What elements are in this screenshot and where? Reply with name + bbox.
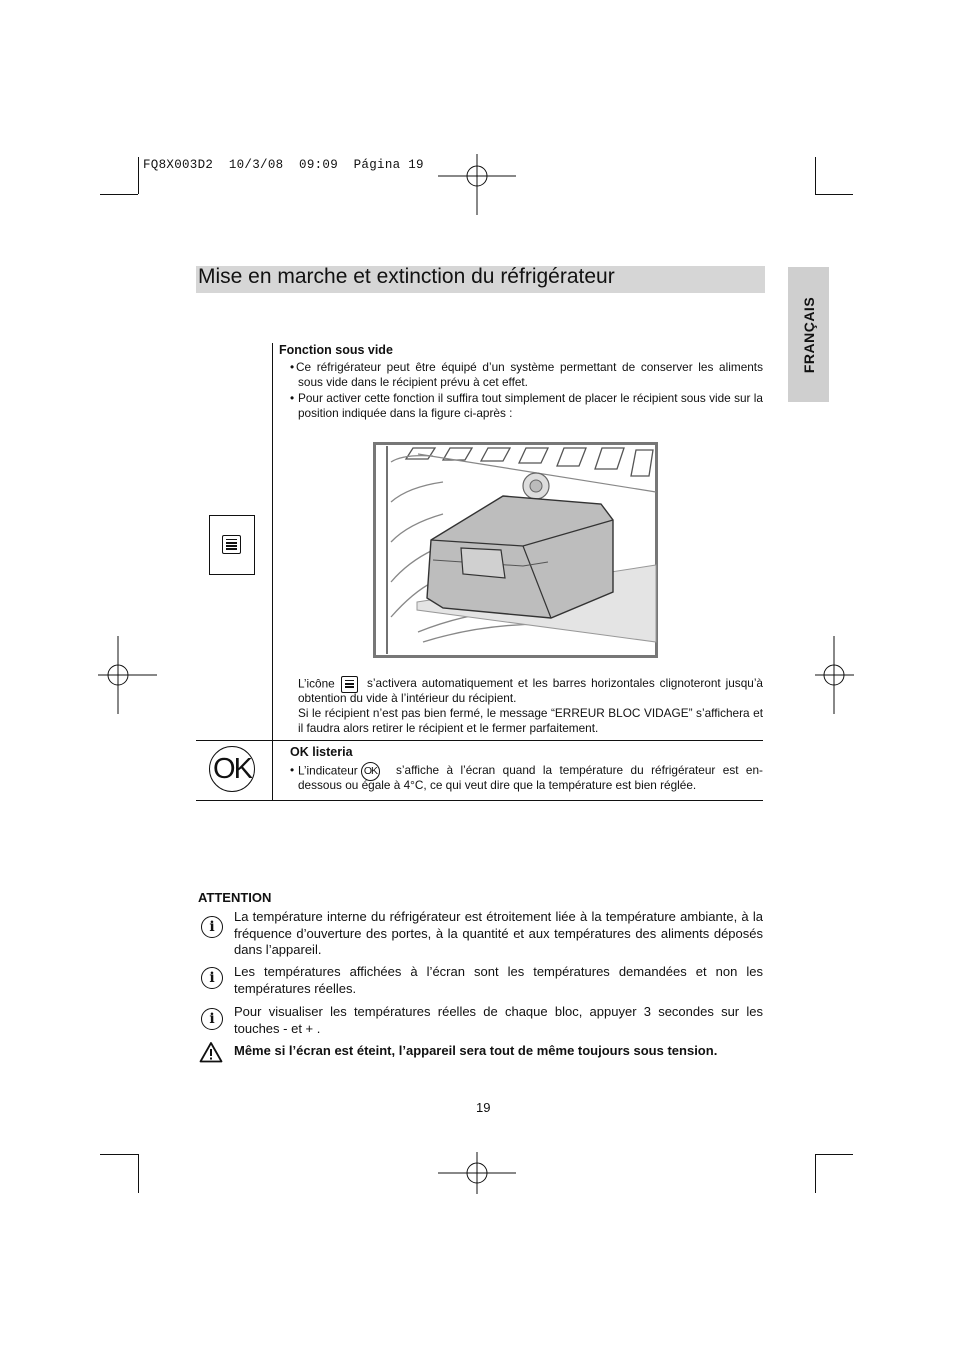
attention-item-2: Les températures affichées à l’écran sont les températures demandées et non les températures réelles. <box>234 964 763 996</box>
attention-item-3: Pour visualiser les températures réelles de chaque bloc, appuyer 3 secondes sur les touches - et + . <box>234 1004 763 1036</box>
vacuum-note-before-icon: L’icône <box>298 676 335 691</box>
column-divider <box>272 343 273 800</box>
vacuum-icon <box>222 535 241 554</box>
vacuum-symbol-box <box>209 515 255 575</box>
attention-warning: Même si l’écran est éteint, l’appareil sera tout de même toujours sous tension. <box>234 1043 718 1058</box>
info-icon: i <box>201 1008 223 1030</box>
page-title-bar <box>196 266 765 293</box>
vacuum-bullet-1: Ce réfrigérateur peut être équipé d’un système permettant de conserver les aliments sous vide dans le récipient prévu à cet effet. <box>296 360 763 389</box>
fridge-vacuum-container-illustration <box>373 442 658 658</box>
language-label: FRANÇAIS <box>800 296 817 373</box>
ok-indicator-icon: OK <box>361 762 380 781</box>
warning-triangle-icon <box>199 1041 223 1063</box>
attention-item-1: La température interne du réfrigérateur est étroitement liée à la température ambiante, à la fréquence d’ouverture des portes, à la quantité et aux températures des aliments déposés dans l’appareil. <box>234 909 763 957</box>
bullet-dot: • <box>290 360 295 374</box>
ok-bullet-before: L’indicateur <box>298 763 358 778</box>
bullet-dot: • <box>290 763 295 777</box>
section-heading-vacuum: Fonction sous vide <box>279 343 393 357</box>
vacuum-error-note: Si le récipient n’est pas bien fermé, le message “ERREUR BLOC VIDAGE” s’affichera et il faudra alors retirer le récipient et le fermer parfaitement. <box>298 706 763 735</box>
table-bottom-rule <box>196 800 763 801</box>
row-divider <box>196 740 763 741</box>
page-title: Mise en marche et extinction du réfrigérateur <box>198 265 615 288</box>
info-icon: i <box>201 967 223 989</box>
info-icon: i <box>201 916 223 938</box>
vacuum-note-text: s’activera automatiquement et les barres horizontales clignoteront jusqu’à obtention du vide à l’intérieur du récipient. <box>298 676 763 705</box>
vacuum-bullet-2: Pour activer cette fonction il suffira tout simplement de placer le récipient sous vide sur la position indiquée dans la figure ci-après : <box>298 391 763 420</box>
language-tab <box>788 267 829 402</box>
section-heading-ok-listeria: OK listeria <box>290 745 353 759</box>
ok-listeria-icon: OK <box>209 746 255 792</box>
page-number: 19 <box>476 1100 491 1115</box>
bullet-dot: • <box>290 391 295 405</box>
attention-heading: ATTENTION <box>198 890 272 905</box>
ok-bullet-text: s’affiche à l’écran quand la température du réfrigérateur est en-dessous ou égale à 4°C, ce qui veut dire que la température est bien réglée. <box>298 763 763 792</box>
print-header: FQ8X003D2 10/3/08 09:09 Página 19 <box>143 158 424 172</box>
